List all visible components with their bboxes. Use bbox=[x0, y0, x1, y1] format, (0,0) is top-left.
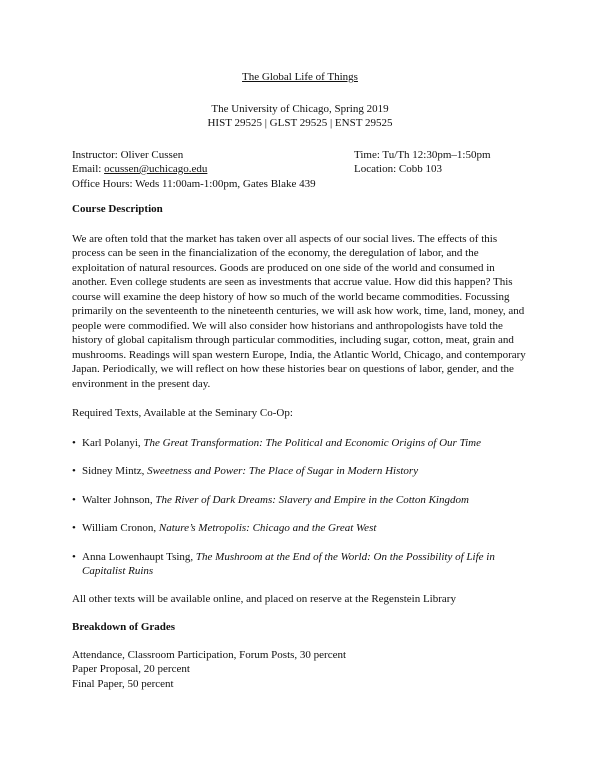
bullet: • bbox=[72, 436, 76, 449]
course-meta bbox=[72, 148, 528, 192]
grades-heading: Breakdown of Grades bbox=[72, 621, 176, 633]
book-author: Sidney Mintz, bbox=[82, 465, 148, 477]
course-description: We are often told that the market has taken over all aspects of our social lives. The effects of this process can be seen in the financialization of the economy, the deregulation of labor, and the exploitation of natural resources. Goods are produced on one side of the world and consumed in another. Even college students are seen as investments that accrue value. How did this happen? This course will examine the deep history of how so much of the world became commodities. Focussing primarily on the seventeenth to the nineteenth centuries, we will ask how work, time, land, money, and people were commodified. We will also consider how historians and anthropologists have told the history of global capitalism through particular commodities, including sugar, cotton, meat, grain and mushrooms. Readings will span western Europe, India, the Atlantic World, Chicago, and contemporary Japan. Periodically, we will reflect on how these histories bear on questions of labor, gender, and the environment in the present day. bbox=[72, 232, 526, 390]
university-term: The University of Chicago, Spring 2019 bbox=[211, 102, 389, 115]
class-location: Location: Cobb 103 bbox=[354, 163, 442, 175]
required-texts-list bbox=[72, 436, 528, 579]
bullet: • bbox=[72, 550, 76, 563]
instructor: Instructor: Oliver Cussen bbox=[72, 148, 184, 161]
meta-row-instructor bbox=[72, 148, 528, 163]
book-author: Walter Johnson, bbox=[82, 493, 156, 506]
course-title-block bbox=[72, 70, 528, 85]
bullet: • bbox=[72, 465, 76, 477]
book-title: Nature’s Metropolis: Chicago and the Great West bbox=[158, 522, 377, 534]
book-title: The Great Transformation: The Political and Economic Origins of Our Time bbox=[143, 436, 481, 449]
book-author: William Cronon, bbox=[82, 522, 159, 534]
grade-item: Final Paper, 50 percent bbox=[72, 677, 174, 690]
list-item bbox=[72, 464, 528, 479]
book-title: Sweetness and Power: The Place of Sugar in Modern History bbox=[147, 465, 419, 477]
course-codes: HIST 29525 | GLST 29525 | ENST 29525 bbox=[207, 117, 393, 129]
email-link[interactable]: ocussen@uchicago.edu bbox=[104, 163, 208, 175]
office-hours: Office Hours: Weds 11:00am-1:00pm, Gates Blake 439 bbox=[72, 177, 316, 190]
meta-row-email bbox=[72, 162, 528, 177]
book-title: The Mushroom at the End of the World: On the Possibility of Life in Capitalist Ruins bbox=[82, 550, 495, 577]
course-info-block bbox=[72, 102, 528, 131]
meta-row-office-hours bbox=[72, 177, 528, 192]
other-texts-note: All other texts will be available online, and placed on reserve at the Regenstein Library bbox=[72, 592, 456, 605]
grade-item: Attendance, Classroom Participation, Forum Posts, 30 percent bbox=[72, 648, 347, 661]
grade-item: Paper Proposal, 20 percent bbox=[72, 663, 190, 675]
bullet: • bbox=[72, 522, 76, 534]
book-author: Karl Polanyi, bbox=[82, 436, 144, 449]
class-time: Time: Tu/Th 12:30pm–1:50pm bbox=[354, 148, 491, 161]
list-item bbox=[72, 550, 528, 579]
email-label: Email: bbox=[72, 163, 105, 175]
list-item bbox=[72, 436, 528, 451]
list-item bbox=[72, 521, 528, 536]
bullet: • bbox=[72, 493, 76, 506]
required-texts-intro: Required Texts, Available at the Seminary Co-Op: bbox=[72, 407, 293, 419]
list-item bbox=[72, 493, 528, 508]
course-title: The Global Life of Things bbox=[242, 71, 358, 83]
book-title: The River of Dark Dreams: Slavery and Empire in the Cotton Kingdom bbox=[155, 493, 469, 506]
book-author: Anna Lowenhaupt Tsing, bbox=[82, 550, 196, 563]
course-description-heading: Course Description bbox=[72, 203, 163, 215]
grades-list bbox=[72, 648, 528, 692]
